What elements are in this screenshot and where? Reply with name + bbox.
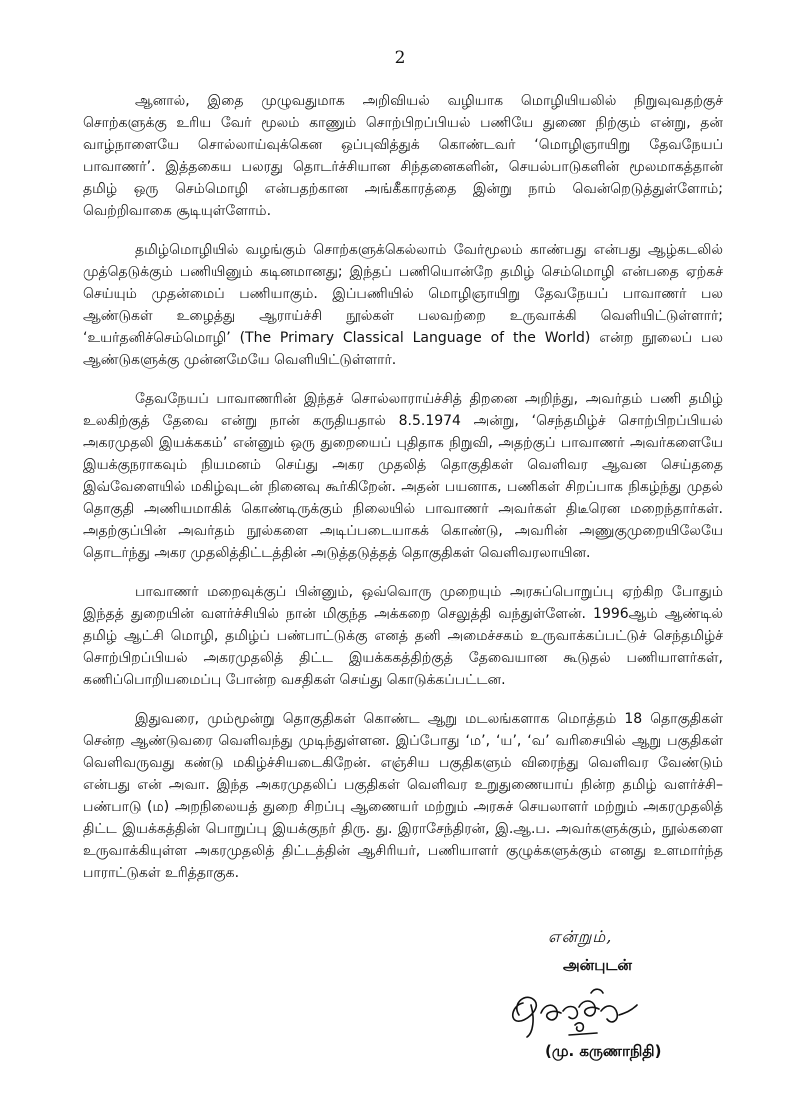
page-number: 2 — [394, 48, 406, 68]
paragraph-1: ஆனால், இதை முழுவதுமாக அறிவியல் வழியாக மொழியியலில் நிறுவுவதற்குச் சொற்களுக்கு உரிய வேர் மூலம் காணும் சொற்பிறப்பியல் பணியே துணை நிற்கும் என்று, தன் வாழ்நாளையே சொல்லாய்வுக்கென ஒப்புவித்துக் கொண்டவர் ‘மொழிஞாயிறு தேவநேயப் பாவாணர்’. இத்தகைய பலரது தொடர்ச்சியான சிந்தனைகளின், செயல்பாடுகளின் மூலமாகத்தான் தமிழ் ஒரு செம்மொழி என்பதற்கான அங்கீகாரத்தை இன்று நாம் வென்றெடுத்துள்ளோம்; வெற்றிவாகை சூடியுள்ளோம். — [83, 93, 723, 219]
paragraph-2: தமிழ்மொழியில் வழங்கும் சொற்களுக்கெல்லாம் வேர்மூலம் காண்பது என்பது ஆழ்கடலில் முத்தெடுக்கும் பணியினும் கடினமானது; இந்தப் பணியொன்றே தமிழ் செம்மொழி என்பதை ஏற்கச் செய்யும் முதன்மைப் பணியாகும். இப்பணியில் மொழிஞாயிறு தேவநேயப் பாவாணர் பல ஆண்டுகள் உழைத்து ஆராய்ச்சி நூல்கள் பலவற்றை உருவாக்கி வெளியிட்டுள்ளார்; ‘உயர்தனிச்செம்மொழி’ (The Primary Classical Language of the World) என்ற நூலைப் பல ஆண்டுகளுக்கு முன்னமேயே வெளியிட்டுள்ளார். — [83, 242, 723, 368]
closing-regards: அன்புடன் — [563, 956, 632, 974]
handwritten-note: என்றும், — [548, 927, 613, 946]
letter-body — [83, 90, 723, 901]
signatory-name: (மு. கருணாநிதி) — [545, 1042, 662, 1060]
paragraph-4: பாவாணர் மறைவுக்குப் பின்னும், ஒவ்வொரு முறையும் அரசுப்பொறுப்பு ஏற்கிற போதும் இந்தத் துறையின் வளர்ச்சியில் நான் மிகுந்த அக்கறை செலுத்தி வந்துள்ளேன். 1996ஆம் ஆண்டில் தமிழ் ஆட்சி மொழி, தமிழ்ப் பண்பாட்டுக்கு எனத் தனி அமைச்சகம் உருவாக்கப்பட்டுச் செந்தமிழ்ச் சொற்பிறப்பியல் அகரமுதலித் திட்ட இயக்ககத்திற்குத் தேவையான கூடுதல் பணியாளர்கள், கணிப்பொறியமைப்பு போன்ற வசதிகள் செய்து கொடுக்கப்பட்டன. — [83, 584, 723, 688]
paragraph-3: தேவநேயப் பாவாணரின் இந்தச் சொல்லாராய்ச்சித் திறனை அறிந்து, அவர்தம் பணி தமிழ் உலகிற்குத் தேவை என்று நான் கருதியதால் 8.5.1974 அன்று, ‘செந்தமிழ்ச் சொற்பிறப்பியல் அகரமுதலி இயக்ககம்’ என்னும் ஒரு துறையைப் புதிதாக நிறுவி, அதற்குப் பாவாணர் அவர்களையே இயக்குநராகவும் நியமனம் செய்து அகர முதலித் தொகுதிகள் வெளிவர ஆவன செய்ததை இவ்வேளையில் மகிழ்வுடன் நினைவு கூர்கிறேன். அதன் பயனாக, பணிகள் சிறப்பாக நிகழ்ந்து முதல் தொகுதி அணியமாகிக் கொண்டிருக்கும் நிலையில் பாவாணர் அவர்கள் திடீரென மறைந்தார்கள். அதற்குப்பின் அவர்தம் நூல்களை அடிப்படையாகக் கொண்டு, அவரின் அணுகுமுறையிலேயே தொடர்ந்து அகர முதலித்திட்டத்தின் அடுத்தடுத்தத் தொகுதிகள் வெளிவரலாயின. — [83, 391, 723, 561]
paragraph-5: இதுவரை, மும்மூன்று தொகுதிகள் கொண்ட ஆறு மடலங்களாக மொத்தம் 18 தொகுதிகள் சென்ற ஆண்டுவரை வெளிவந்து முடிந்துள்ளன. இப்போது ‘ம’, ‘ய’, ‘வ’ வரிசையில் ஆறு பகுதிகள் வெளிவருவது கண்டு மகிழ்ச்சியடைகிறேன். எஞ்சிய பகுதிகளும் விரைந்து வெளிவர வேண்டும் என்பது என் அவா. இந்த அகரமுதலிப் பகுதிகள் வெளிவர உறுதுணையாய் நின்ற தமிழ் வளர்ச்சி–பண்பாடு (ம) அறநிலையத் துறை சிறப்பு ஆணையர் மற்றும் அரசுச் செயலாளர் மற்றும் அகரமுதலித் திட்ட இயக்கத்தின் பொறுப்பு இயக்குநர் திரு. து. இராசேந்திரன், இ.ஆ.ப. அவர்களுக்கும், நூல்களை உருவாக்கியுள்ள அகரமுதலித் திட்டத்தின் ஆசிரியர், பணியாளர் குழுக்களுக்கும் எனது உளமார்ந்த பாராட்டுகள் உரித்தாகுக. — [83, 711, 723, 881]
